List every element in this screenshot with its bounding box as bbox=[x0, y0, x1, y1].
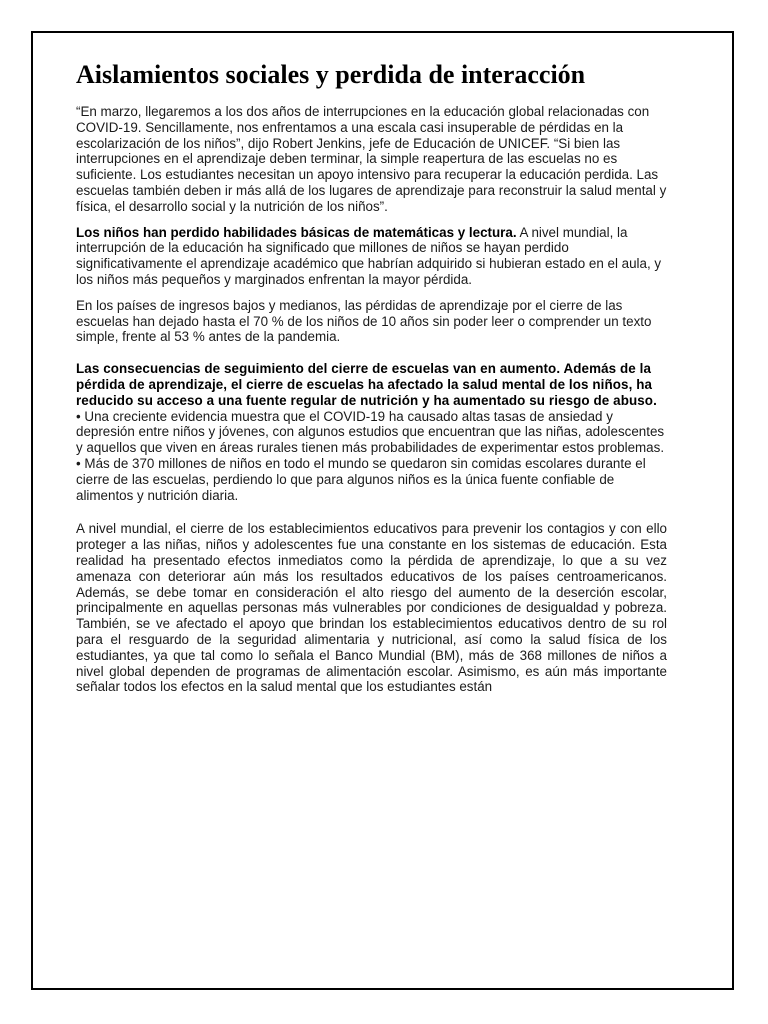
paragraph-skills-loss-text: A nivel mundial, la interrupción de la educación ha significado que millones de niños se hayan perdido significativamente el aprendizaje académico que habrían adquirido si hubieran estado en el aula, y los niños más pequeños y marginados enfrentan la mayor pérdida. bbox=[76, 224, 662, 287]
document-title: Aislamientos sociales y perdida de interacción bbox=[76, 60, 586, 89]
bullet-item: • Más de 370 millones de niños en todo el mundo se quedaron sin comidas escolares durante el cierre de las escuelas, perdiendo lo que para algunos niños es la única fuente confiable de alimentos y nutrición diaria. bbox=[76, 455, 646, 503]
bullet-item: • Una creciente evidencia muestra que el COVID-19 ha causado altas tasas de ansiedad y depresión entre niños y jóvenes, con algunos estudios que encuentran que las niñas, adolescentes y aquellos que viven en áreas rurales tienen más probabilidades de experimentar estos problemas. bbox=[76, 408, 665, 456]
paragraph-global-closure: A nivel mundial, el cierre de los establecimientos educativos para prevenir los contagios y con ello proteger a las niñas, niños y adolescentes fue una constante en los sistemas de educación. Esta realidad ha presentado efectos inmediatos como la pérdida de aprendizaje, lo que a su vez amenaza con deteriorar aún más los resultados educativos de los países centroamericanos. Además, se debe tomar en consideración el alto riesgo del aumento de la deserción escolar, principalmente en aquellas personas más vulnerables por condiciones de desigualdad y pobreza. También, se ve afectado el apoyo que brindan los establecimientos educativos dentro de su rol para el resguardo de la seguridad alimentaria y nutricional, así como la salud física de los estudiantes, ya que tal como lo señala el Banco Mundial (BM), más de 368 millones de niños a nivel global dependen de programas de alimentación escolar. Asimismo, es aún más importante señalar todos los efectos en la salud mental que los estudiantes están bbox=[76, 521, 667, 695]
paragraph-skills-loss-lead: Los niños han perdido habilidades básicas de matemáticas y lectura. bbox=[76, 224, 517, 240]
paragraph-statistics: En los países de ingresos bajos y medianos, las pérdidas de aprendizaje por el cierre de las escuelas han dejado hasta el 70 % de los niños de 10 años sin poder leer o comprender un texto simple, frente al 53 % antes de la pandemia. bbox=[76, 297, 652, 345]
paragraph-skills-loss bbox=[76, 225, 667, 288]
paragraph-quote: “En marzo, llegaremos a los dos años de interrupciones en la educación global relacionadas con COVID-19. Sencillamente, nos enfrentamos a una escala casi insuperable de pérdidas en la escolarización de los niños”, dijo Robert Jenkins, jefe de Educación de UNICEF. “Si bien las interrupciones en el aprendizaje deben terminar, la simple reapertura de las escuelas no es suficiente. Los estudiantes necesitan un apoyo intensivo para recuperar la educación perdida. Las escuelas también deben ir más allá de los lugares de aprendizaje para reconstruir la salud mental y física, el desarrollo social y la nutrición de los niños”. bbox=[76, 104, 667, 214]
bullet-list bbox=[76, 409, 667, 504]
document-body bbox=[76, 60, 667, 695]
section-heading: Las consecuencias de seguimiento del cierre de escuelas van en aumento. Además de la pérdida de aprendizaje, el cierre de escuelas ha afectado la salud mental de los niños, ha reducido su acceso a una fuente regular de nutrición y ha aumentado su riesgo de abuso. bbox=[76, 361, 657, 408]
